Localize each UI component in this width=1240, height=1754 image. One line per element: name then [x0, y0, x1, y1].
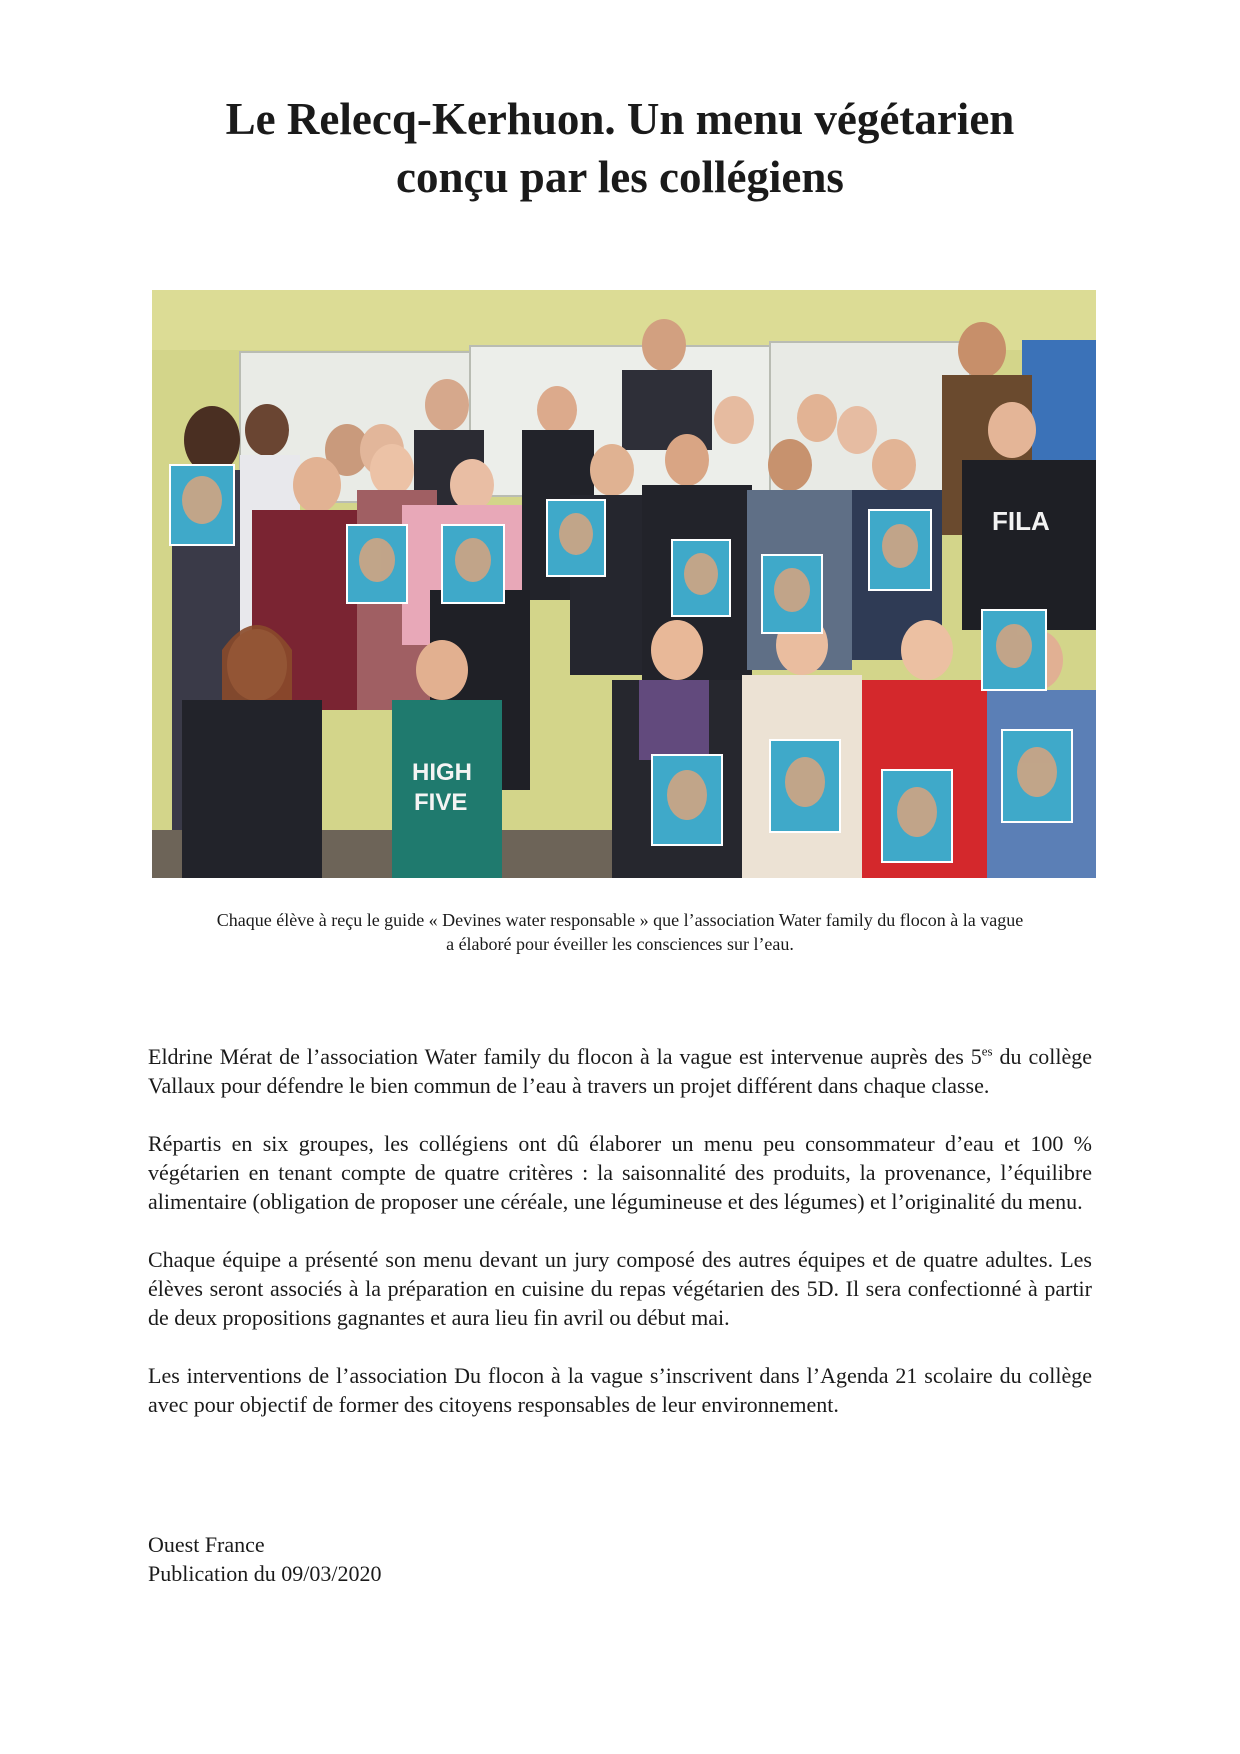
photo-caption-line-2: a élaboré pour éveiller les consciences sur l’eau.	[446, 934, 794, 954]
article-paragraph-3: Chaque équipe a présenté son menu devant un jury composé des autres équipes et de quatre adultes. Les élèves seront associés à la préparation en cuisine du repas végétarien des 5D. Il sera confectionné à partir de deux propositions gagnantes et aura lieu fin avril ou début mai.	[148, 1247, 1092, 1330]
source-publication-date: Publication du 09/03/2020	[148, 1561, 382, 1586]
group-photo-illustration	[152, 290, 1096, 878]
article-body	[148, 1042, 1092, 1448]
article-title	[140, 90, 1100, 206]
paragraph-1-superscript: es	[981, 1043, 993, 1059]
article-paragraph-2: Répartis en six groupes, les collégiens ont dû élaborer un menu peu consommateur d’eau et 100 % végétarien en tenant compte de quatre critères : la saisonnalité des produits, la provenance, l’équilibre alimentaire (obligation de proposer une céréale, une légumineuse et des légumes) et l’originalité du menu.	[148, 1131, 1092, 1214]
paragraph-1-rest: du collège Vallaux pour défendre le bien commun de l’eau à travers un projet différent dans chaque classe.	[148, 1044, 1092, 1098]
article-title-line-2: conçu par les collégiens	[396, 152, 844, 202]
shirt-text-fila: FILA	[992, 506, 1050, 536]
article-title-line-1: Le Relecq-Kerhuon. Un menu végétarien	[225, 94, 1015, 144]
photo-caption	[140, 908, 1100, 956]
photo-caption-line-1: Chaque élève à reçu le guide « Devines water responsable » que l’association Water family du flocon à la vague	[216, 910, 1024, 930]
paragraph-1-text: Eldrine Mérat de l’association Water family du flocon à la vague est intervenue auprès des 5	[148, 1044, 982, 1069]
shirt-text-five: FIVE	[414, 789, 468, 816]
article-source	[148, 1530, 381, 1588]
article-paragraph-4: Les interventions de l’association Du flocon à la vague s’inscrivent dans l’Agenda 21 scolaire du collège avec pour objectif de former des citoyens responsables de leur environnement.	[148, 1363, 1092, 1417]
group-photo	[152, 290, 1096, 878]
article-paragraph-1	[148, 1042, 1092, 1100]
shirt-text-high: HIGH	[412, 759, 472, 786]
source-publisher: Ouest France	[148, 1532, 265, 1557]
